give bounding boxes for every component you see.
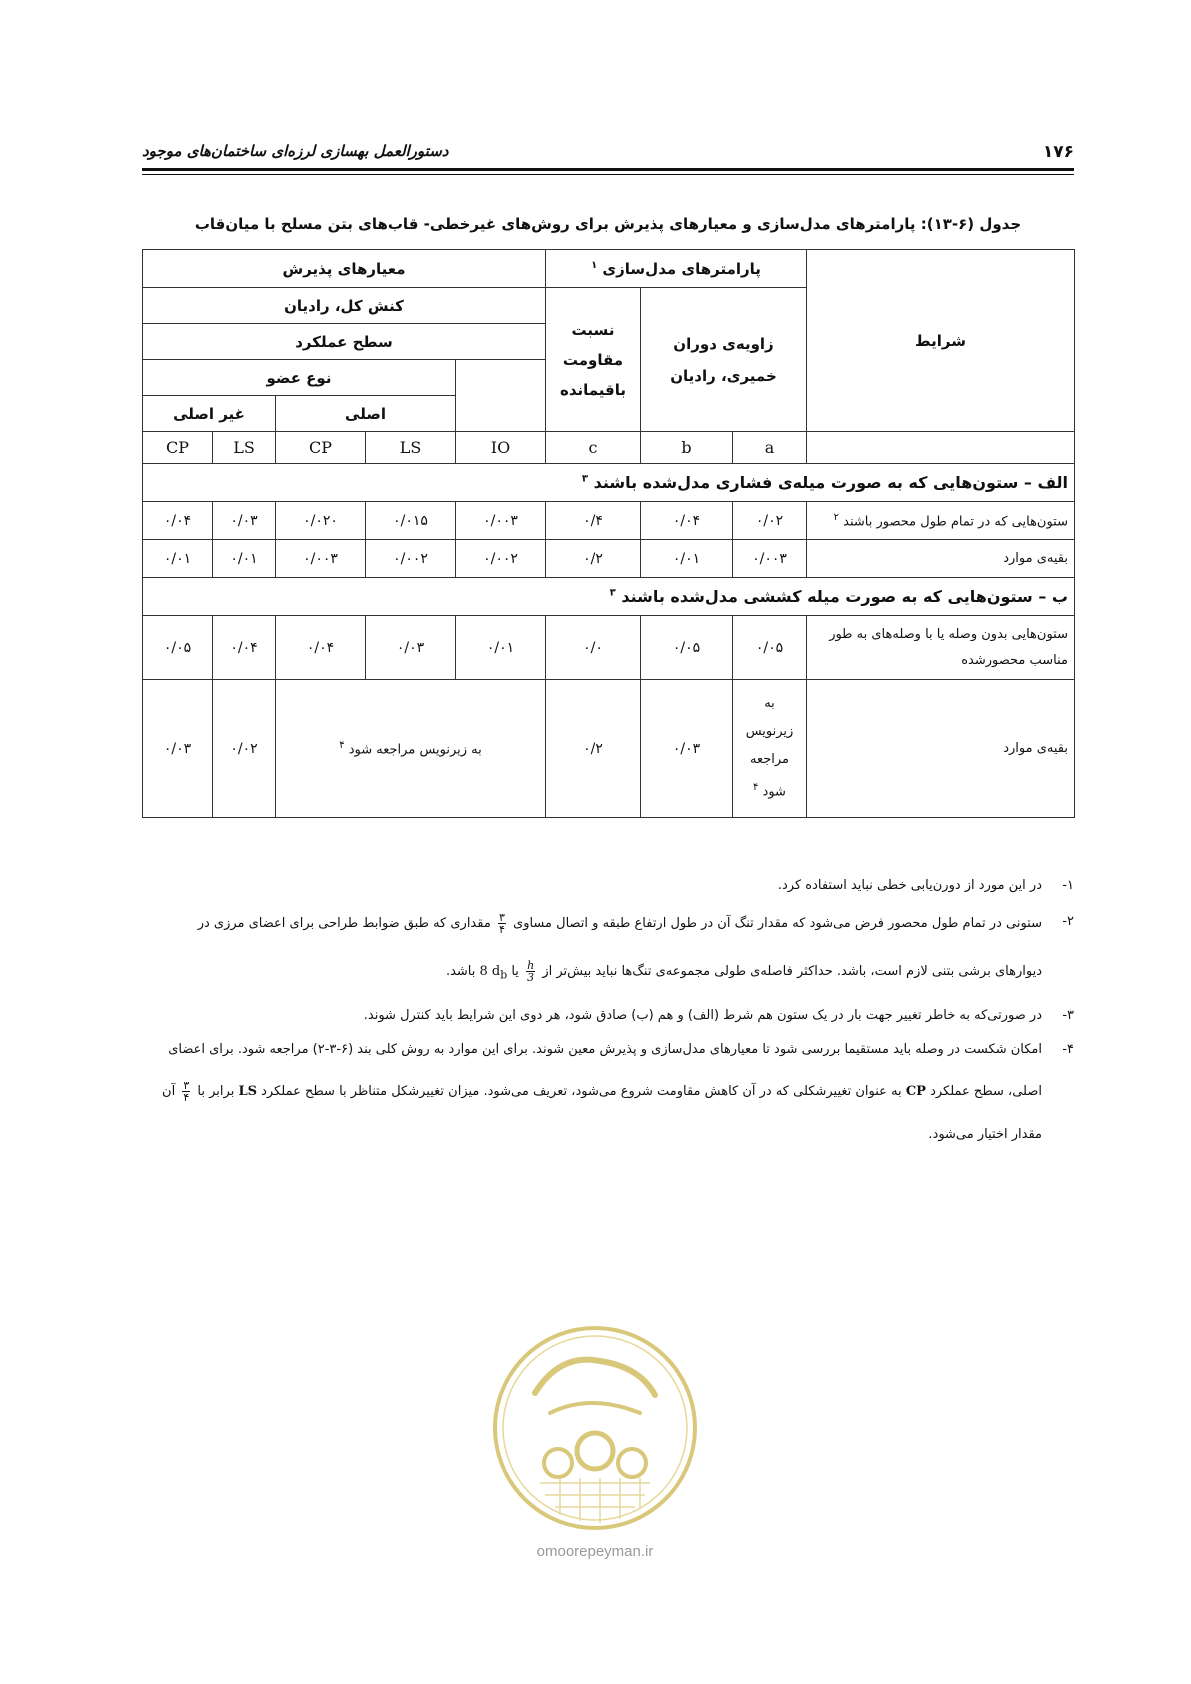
- table-row: [143, 616, 1075, 680]
- footnote-4-line3: مقدار اختیار می‌شود.: [928, 1127, 1042, 1142]
- value-b: ۰/۰۱: [641, 540, 733, 578]
- footnote-4-line1: ۴- امکان شکست در وصله باید مستقیما بررسی شود تا معیارهای مدل‌سازی و پذیرش معین شوند. برای این موارد به روش کلی بند (۶-۳-۲) مراجعه شود. برای اعضای: [168, 1042, 1074, 1057]
- value-secondary-cp: ۰/۰۵: [143, 616, 213, 680]
- performance-level-header: سطح عملکرد: [143, 324, 546, 360]
- value-c: ۰/۰: [546, 616, 641, 680]
- plastic-rotation-header: زاویه‌ی دوران خمیری، رادیان: [641, 288, 807, 432]
- value-primary-cp: ۰/۰۴: [276, 616, 366, 680]
- value-primary-ls: ۰/۰۰۲: [366, 540, 456, 578]
- secondary-header: غیر اصلی: [143, 396, 276, 432]
- value-c: ۰/۲: [546, 540, 641, 578]
- value-secondary-cp: ۰/۰۴: [143, 502, 213, 540]
- page-header: [142, 138, 1074, 174]
- value-b: ۰/۰۳: [641, 680, 733, 818]
- conditions-header: شرایط: [807, 250, 1075, 432]
- fraction-h-over-3: $\frac{h}{3}$: [527, 959, 535, 984]
- value-secondary-ls: ۰/۰۲: [213, 680, 276, 818]
- total-strain-header: کنش کل، رادیان: [143, 288, 546, 324]
- table-row: [143, 680, 1075, 818]
- table-row: [143, 540, 1075, 578]
- col-a-label: a: [733, 432, 807, 464]
- fraction-three-quarters: $\frac{۳}{۴}$: [498, 911, 505, 936]
- value-primary-ls: ۰/۰۳: [366, 616, 456, 680]
- value-secondary-ls: ۰/۰۱: [213, 540, 276, 578]
- value-c: ۰/۲: [546, 680, 641, 818]
- modeling-params-header: پارامترهای مدل‌سازی $^۱$: [546, 250, 807, 288]
- value-primary-cp: ۰/۰۰۳: [276, 540, 366, 578]
- section-a-title: الف – ستون‌هایی که به صورت میله‌ی فشاری مدل‌شده باشند $^۳$: [143, 464, 1075, 502]
- residual-strength-header: نسبت مقاومت باقیمانده: [546, 288, 641, 432]
- value-c: ۰/۴: [546, 502, 641, 540]
- value-io: ۰/۰۱: [456, 616, 546, 680]
- col-secondary-cp-label: CP: [143, 432, 213, 464]
- publisher-logo-watermark: [490, 1323, 700, 1533]
- footnote-3: ۳- در صورتی‌که به خاطر تغییر جهت بار در یک ستون هم شرط (الف) و هم (ب) صادق شود، هر دوی این شرایط باید کنترل شوند.: [363, 1008, 1074, 1023]
- condition-cell: ستون‌هایی که در تمام طول محصور باشند $^۲$: [807, 502, 1075, 540]
- value-io: ۰/۰۰۲: [456, 540, 546, 578]
- table-row: [143, 502, 1075, 540]
- col-secondary-ls-label: LS: [213, 432, 276, 464]
- io-header-spacer: [456, 360, 546, 432]
- col-c-label: c: [546, 432, 641, 464]
- table-caption: جدول (۶-۱۳): پارامترهای مدل‌سازی و معیارهای پذیرش برای روش‌های غیرخطی- قاب‌های بتن مسلح با میان‌قاب: [194, 215, 1022, 233]
- merged-footnote-ref: به زیرنویس مراجعه شود $^۴$: [276, 680, 546, 818]
- condition-cell: ستون‌هایی بدون وصله یا با وصله‌های به طور مناسب محصورشده: [807, 616, 1075, 680]
- value-io: ۰/۰۰۳: [456, 502, 546, 540]
- value-a: ۰/۰۰۳: [733, 540, 807, 578]
- modeling-parameters-table: [142, 249, 1075, 818]
- value-secondary-ls: ۰/۰۳: [213, 502, 276, 540]
- footnote-1: ۱- در این مورد از دورن‌یابی خطی نباید استفاده کرد.: [777, 878, 1074, 893]
- condition-cell: بقیه‌ی موارد: [807, 540, 1075, 578]
- col-io-label: IO: [456, 432, 546, 464]
- page-number: ۱۷۶: [1042, 142, 1074, 162]
- value-a: ۰/۰۲: [733, 502, 807, 540]
- col-b-label: b: [641, 432, 733, 464]
- running-title: دستورالعمل بهسازی لرزه‌ای ساختمان‌های موجود: [142, 142, 449, 160]
- col-primary-ls-label: LS: [366, 432, 456, 464]
- footnote-2-line2: دیوارهای برشی بتنی لازم است، باشد. حداکثر فاصله‌ی طولی مجموعه‌ی تنگ‌ها نباید بیش‌تر از $\frac{h}{3}$ یا 8 $d_b$ باشد.: [445, 959, 1042, 984]
- footnote-2-line1: ۲- ستونی در تمام طول محصور فرض می‌شود که مقدار تنگ آن در طول ارتفاع طبقه و اتصال مساوی $\frac{۳}{۴}$ مقداری که طبق ضوابط طراحی برای اعضای مرزی در: [197, 911, 1074, 936]
- header-rule-thick: [142, 168, 1074, 171]
- col-primary-cp-label: CP: [276, 432, 366, 464]
- value-a-footnote-ref: به زیرنویس مراجعه شود $^۴$: [733, 680, 807, 818]
- value-a: ۰/۰۵: [733, 616, 807, 680]
- value-primary-ls: ۰/۰۱۵: [366, 502, 456, 540]
- acceptance-criteria-header: معیارهای پذیرش: [143, 250, 546, 288]
- condition-cell: بقیه‌ی موارد: [807, 680, 1075, 818]
- fraction-three-quarters: $\frac{۳}{۴}$: [183, 1079, 190, 1104]
- value-b: ۰/۰۴: [641, 502, 733, 540]
- conditions-blank: [807, 432, 1075, 464]
- value-secondary-ls: ۰/۰۴: [213, 616, 276, 680]
- primary-header: اصلی: [276, 396, 456, 432]
- footnote-4-line2: اصلی، سطح عملکرد CP به عنوان تغییرشکلی که در آن کاهش مقاومت شروع می‌شود، تعریف می‌شود. میزان تغییرشکل متناظر با سطح عملکرد LS برابر با $\frac{۳}{۴}$ آن: [162, 1079, 1042, 1104]
- watermark-url: omoorepeyman.ir: [536, 1543, 654, 1560]
- value-b: ۰/۰۵: [641, 616, 733, 680]
- section-b-title: ب – ستون‌هایی که به صورت میله کششی مدل‌شده باشند $^۳$: [143, 578, 1075, 616]
- value-secondary-cp: ۰/۰۳: [143, 680, 213, 818]
- value-primary-cp: ۰/۰۲۰: [276, 502, 366, 540]
- member-type-header: نوع عضو: [143, 360, 456, 396]
- header-rule-thin: [142, 174, 1074, 175]
- value-secondary-cp: ۰/۰۱: [143, 540, 213, 578]
